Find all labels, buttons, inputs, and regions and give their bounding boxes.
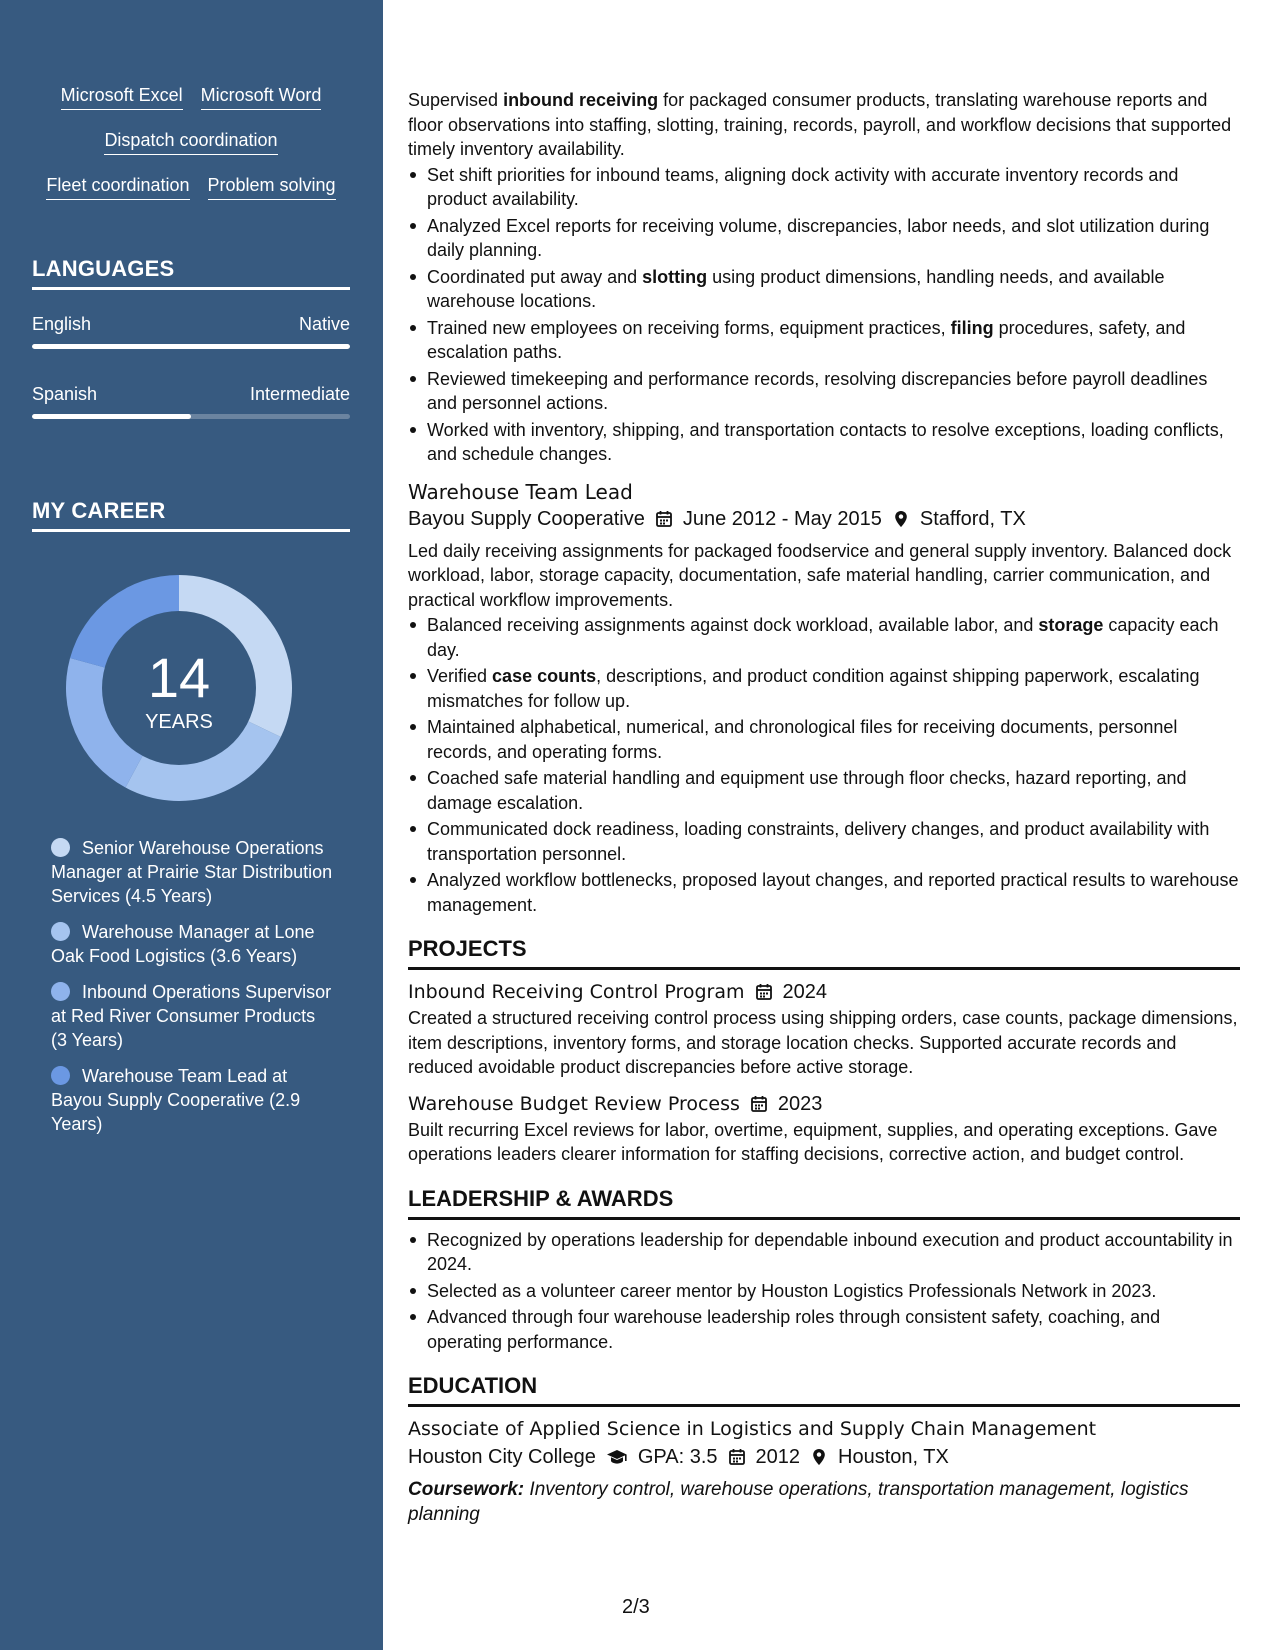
career-legend-label: Warehouse Manager at Lone Oak Food Logistics (3.6 Years) [51, 922, 315, 966]
career-legend-item [51, 980, 336, 1052]
legend-dot-icon [51, 838, 70, 857]
skill-tag: Microsoft Word [201, 84, 322, 110]
coursework-text: Inventory control, warehouse operations, transportation management, logistics planning [408, 1479, 1189, 1525]
school-location: Houston, TX [838, 1446, 949, 1468]
language-name: Spanish [32, 384, 98, 404]
coursework [408, 1477, 1240, 1527]
sidebar [0, 0, 383, 1650]
page-number: 2/3 [622, 1596, 650, 1618]
bullet-item [408, 265, 1240, 314]
text-fragment: Coached safe material handling and equipment use through floor checks, hazard reporting, and damage escalation. [427, 768, 1187, 813]
career-legend-item [51, 920, 336, 968]
bullet-item [408, 316, 1240, 365]
career-legend-label: Senior Warehouse Operations Manager at Prairie Star Distribution Services (4.5 Years) [51, 838, 333, 906]
bullet-item [408, 367, 1240, 416]
education-heading: EDUCATION [408, 1372, 1240, 1407]
career-legend [51, 836, 336, 1148]
job-location: Stafford, TX [919, 507, 1026, 530]
language-bar-fill [32, 344, 350, 349]
skill-tag: Microsoft Excel [61, 84, 183, 110]
calendar-icon [755, 983, 773, 1001]
bullet-item [408, 766, 1240, 815]
career-heading: MY CAREER [32, 498, 350, 532]
bullet-item [408, 868, 1240, 917]
location-pin-icon [892, 510, 910, 528]
job-meta [408, 505, 1240, 533]
award-item: Selected as a volunteer career mentor by Houston Logistics Professionals Network in 2023. [408, 1279, 1240, 1304]
language-level: Native [298, 314, 350, 334]
graduation-year: 2012 [755, 1446, 801, 1468]
text-fragment: Set shift priorities for inbound teams, aligning dock activity with accurate inventory records and product availability. [427, 164, 1179, 209]
skill-row [32, 129, 350, 174]
career-years-unit: YEARS [145, 711, 213, 733]
text-fragment: for packaged consumer products, translating warehouse reports and floor observations into staffing, slotting, training, records, payroll, and workflow decisions that supported timely inventory availability. [408, 90, 1232, 159]
coursework-label: Coursework: [408, 1479, 525, 1500]
skill-tag: Problem solving [208, 174, 336, 200]
job-summary: Led daily receiving assignments for packaged foodservice and general supply inventory. Balanced dock workload, labor, storage capacity, documentation, safe material handling, carrier communication, and practical workflow improvements. [408, 540, 1232, 610]
text-fragment: Trained new employees on receiving forms, equipment practices, [427, 317, 951, 338]
legend-dot-icon [51, 922, 70, 941]
projects-list [408, 978, 1240, 1167]
calendar-icon [750, 1095, 768, 1113]
text-fragment: Maintained alphabetical, numerical, and chronological files for receiving documents, personnel records, and operating forms. [427, 717, 1178, 762]
calendar-icon [655, 510, 673, 528]
project-item [408, 978, 1240, 1080]
text-fragment: Coordinated put away and [427, 266, 643, 287]
skill-tag: Dispatch coordination [104, 129, 277, 155]
project-description: Built recurring Excel reviews for labor, overtime, equipment, supplies, and operating exceptions. Gave operations leaders clearer information for staffing decisions, corrective action, and budget control. [408, 1119, 1218, 1164]
text-fragment: capacity each day. [427, 615, 1219, 660]
skill-tag: Fleet coordination [46, 174, 189, 200]
bullet-item [408, 214, 1240, 263]
text-fragment: Balanced receiving assignments against dock workload, available labor, and [427, 615, 1039, 635]
keyword: inbound receiving [503, 90, 659, 110]
job-summary [408, 88, 1240, 162]
career-legend-item [51, 836, 336, 908]
main-content [408, 88, 1240, 1527]
bullet-item [408, 613, 1240, 662]
text-fragment: Supervised [408, 90, 504, 110]
career-total-years: 14 [147, 646, 211, 709]
calendar-icon [728, 1448, 746, 1466]
text-fragment: Reviewed timekeeping and performance records, resolving discrepancies before payroll deadlines and personnel actions. [427, 368, 1208, 413]
bullet-item [408, 817, 1240, 866]
award-item: Advanced through four warehouse leadership roles through consistent safety, coaching, and operating performance. [408, 1305, 1240, 1354]
project-item [408, 1090, 1240, 1167]
job-title: Warehouse Team Lead [408, 479, 633, 504]
bullet-item [408, 715, 1240, 764]
language-level: Intermediate [249, 384, 350, 404]
text-fragment: Verified [427, 666, 493, 686]
awards-heading: LEADERSHIP & AWARDS [408, 1185, 1240, 1220]
language-bar-english [32, 344, 350, 349]
language-name: English [32, 314, 92, 334]
keyword: storage [1038, 615, 1104, 635]
project-description: Created a structured receiving control process using shipping orders, case counts, package dimensions, item descriptions, inventory forms, and storage location checks. Supported accurate records and reduced avoidable product discrepancies before active storage. [408, 1008, 1238, 1077]
text-fragment: Analyzed workflow bottlenecks, proposed layout changes, and reported practical results to warehouse management. [427, 870, 1239, 915]
bullet-item [408, 163, 1240, 212]
graduation-cap-icon [606, 1448, 628, 1466]
skill-row [32, 84, 350, 129]
text-fragment: Communicated dock readiness, loading constraints, delivery changes, and product availability with transportation personnel. [427, 819, 1210, 864]
bullet-item [408, 664, 1240, 713]
skills-list [32, 84, 350, 219]
text-fragment: , descriptions, and product condition against shipping paperwork, escalating mismatches for follow up. [427, 666, 1200, 711]
career-donut-chart [66, 575, 292, 801]
gpa: GPA: 3.5 [637, 1446, 718, 1468]
company-name: Bayou Supply Cooperative [408, 507, 645, 530]
language-row-spanish [32, 384, 350, 405]
text-fragment: procedures, safety, and escalation paths. [427, 317, 1186, 362]
language-bar-fill [32, 414, 191, 419]
language-bar-spanish [32, 414, 350, 419]
project-title: Inbound Receiving Control Program [408, 981, 745, 1003]
project-year: 2024 [782, 981, 828, 1003]
project-header [408, 1090, 1240, 1118]
job-dates: June 2012 - May 2015 [682, 507, 882, 530]
projects-heading: PROJECTS [408, 935, 1240, 970]
bullet-item [408, 418, 1240, 467]
awards-list [408, 1228, 1240, 1355]
text-fragment: Analyzed Excel reports for receiving volume, discrepancies, labor needs, and slot utilization during daily planning. [427, 215, 1210, 260]
location-pin-icon [810, 1448, 828, 1466]
skill-row [32, 174, 350, 219]
project-title: Warehouse Budget Review Process [408, 1092, 740, 1115]
project-year: 2023 [777, 1092, 823, 1115]
education-meta [408, 1443, 1240, 1471]
job-bullet-list [408, 613, 1240, 917]
legend-dot-icon [51, 982, 70, 1001]
text-fragment: Worked with inventory, shipping, and transportation contacts to resolve exceptions, loading conflicts, and schedule changes. [427, 419, 1224, 464]
languages-heading: LANGUAGES [32, 256, 350, 290]
career-legend-label: Warehouse Team Lead at Bayou Supply Cooperative (2.9 Years) [51, 1066, 301, 1134]
career-legend-label: Inbound Operations Supervisor at Red River Consumer Products (3 Years) [51, 982, 332, 1050]
career-legend-item [51, 1064, 336, 1136]
award-item: Recognized by operations leadership for dependable inbound execution and product accountability in 2024. [408, 1228, 1240, 1277]
job-bullet-list [408, 163, 1240, 467]
language-row-english [32, 314, 350, 335]
school-name: Houston City College [408, 1446, 596, 1468]
keyword: slotting [642, 266, 708, 287]
keyword: case counts [492, 666, 597, 686]
keyword: filing [950, 317, 994, 338]
text-fragment: using product dimensions, handling needs, and available warehouse locations. [427, 266, 1165, 311]
degree-title: Associate of Applied Science in Logistics and Supply Chain Management [408, 1418, 1097, 1440]
project-header [408, 978, 1240, 1006]
legend-dot-icon [51, 1066, 70, 1085]
